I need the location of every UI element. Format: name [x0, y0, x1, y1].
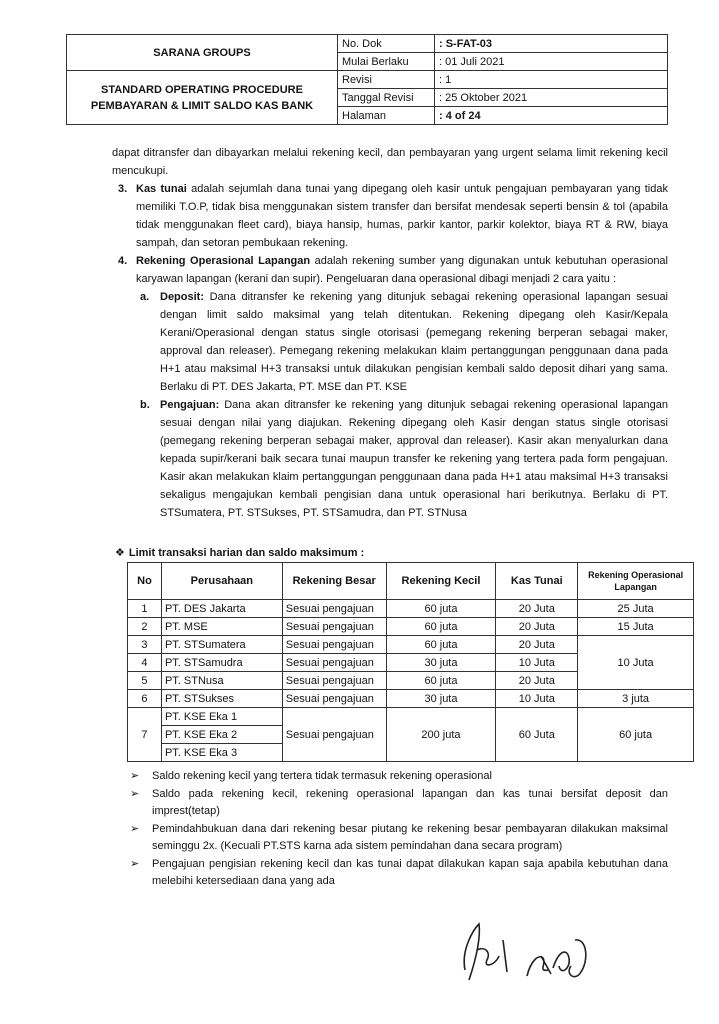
cell-kas-tunai: 20 Juta [496, 636, 578, 654]
list-letter: a. [140, 291, 150, 303]
section-title-text: Limit transaksi harian dan saldo maksimum : [128, 547, 365, 559]
note-item [130, 856, 668, 890]
note-text: Pemindahbukuan dana dari rekening besar piutang ke rekening besar pembayaran dilakukan maksimal seminggu 2x. (Kecuali PT.STS karna ada sistem pemindahan dana secara program) [152, 823, 668, 852]
note-item [130, 821, 668, 855]
cell-rekening-kecil: 30 juta [386, 654, 496, 672]
column-header: Kas Tunai [496, 563, 578, 600]
handwritten-signature [455, 910, 615, 990]
table-row [128, 690, 694, 708]
column-header: Rekening Besar [282, 563, 386, 600]
list-number: 4. [118, 255, 128, 267]
header-value: : 25 Oktober 2021 [435, 89, 668, 107]
cell-company: PT. KSE Eka 3 [161, 744, 282, 762]
note-item [130, 786, 668, 820]
cell-kas-tunai: 10 Juta [496, 654, 578, 672]
arrow-bullet-icon: ➢ [130, 858, 140, 870]
note-item [130, 768, 668, 785]
header-key: Tanggal Revisi [338, 89, 435, 107]
column-header: Perusahaan [161, 563, 282, 600]
header-key: Halaman [338, 107, 435, 125]
cell-rekening-besar: Sesuai pengajuan [282, 618, 386, 636]
header-value: : S-FAT-03 [435, 35, 668, 53]
cell-kas-tunai: 10 Juta [496, 690, 578, 708]
cell-rekening-kecil: 30 juta [386, 690, 496, 708]
cell-no: 5 [128, 672, 162, 690]
cell-company: PT. KSE Eka 2 [161, 726, 282, 744]
cell-rekening-kecil: 60 juta [386, 600, 496, 618]
header-key: Mulai Berlaku [338, 53, 435, 71]
cell-rekening-kecil: 200 juta [386, 708, 496, 762]
cell-no: 7 [128, 708, 162, 762]
cell-no: 6 [128, 690, 162, 708]
cell-no: 3 [128, 636, 162, 654]
column-header: Rekening Kecil [386, 563, 496, 600]
table-row [128, 636, 694, 654]
header-value: : 01 Juli 2021 [435, 53, 668, 71]
cell-rekening-kecil: 60 juta [386, 636, 496, 654]
paragraph-text: Dana akan ditransfer ke rekening yang ditunjuk sebagai rekening operasional lapangan sesuai dengan nilai yang diajukan. Rekening dipegang oleh Kasir dengan status single otorisasi (pemegang rekening berperan sebagai maker, approval dan releaser). Kasir akan menyalurkan dana kepada supir/kerani baik secara tunai maupun transfer ke rekening yang tertera pada form pengajuan. Kasir akan melakukan klaim pertanggungan penggunaan dana pada H+1 atau maksimal H+3 transaksi sekaligus mengajukan kembali pengisian dana untuk operasional hari berikutnya. Berlaku di PT. STSumatera, PT. STSukses, PT. STSamudra, dan PT. STNusa [160, 399, 668, 519]
cell-rekening-kecil: 60 juta [386, 672, 496, 690]
cell-rekening-ops: 3 juta [578, 690, 694, 708]
list-item-4 [112, 252, 668, 288]
body-text [112, 144, 668, 522]
note-text: Saldo pada rekening kecil, rekening operasional lapangan dan kas tunai bersifat deposit dan imprest(tetap) [152, 788, 668, 817]
paragraph-text: Dana ditransfer ke rekening yang ditunjuk sebagai rekening operasional lapangan sesuai dengan limit saldo maksimal yang telah ditentukan. Rekening dipegang oleh Kasir/Kepala Kerani/Operasional dengan status single otorisasi (pemegang rekening berperan sebagai maker, approval dan releaser). Pemegang rekening melakukan klaim pertanggungan penggunaan dana pada H+1 atau maksimal H+3 transaksi untuk dilakukan pengisian kembali saldo deposit dihari yang sama. Berlaku di PT. DES Jakarta, PT. MSE dan PT. KSE [160, 291, 668, 393]
cell-rekening-besar: Sesuai pengajuan [282, 672, 386, 690]
cell-company: PT. STSamudra [161, 654, 282, 672]
cell-rekening-besar: Sesuai pengajuan [282, 690, 386, 708]
cell-kas-tunai: 20 Juta [496, 672, 578, 690]
list-number: 3. [118, 183, 128, 195]
column-header: No [128, 563, 162, 600]
list-letter: b. [140, 399, 150, 411]
table-row [128, 708, 694, 726]
cell-no: 2 [128, 618, 162, 636]
document-title [67, 71, 338, 125]
cell-kas-tunai: 60 Juta [496, 708, 578, 762]
cell-company: PT. STNusa [161, 672, 282, 690]
arrow-bullet-icon: ➢ [130, 770, 140, 782]
cell-company: PT. KSE Eka 1 [161, 708, 282, 726]
table-header-row [128, 563, 694, 600]
header-key: No. Dok [338, 35, 435, 53]
notes-list [130, 768, 668, 891]
arrow-bullet-icon: ➢ [130, 823, 140, 835]
cell-rekening-besar: Sesuai pengajuan [282, 636, 386, 654]
term: Pengajuan: [160, 399, 220, 411]
cell-no: 4 [128, 654, 162, 672]
limit-table [127, 562, 694, 762]
term: Rekening Operasional Lapangan [136, 255, 311, 267]
cell-rekening-besar: Sesuai pengajuan [282, 708, 386, 762]
document-header [66, 34, 668, 125]
header-key: Revisi [338, 71, 435, 89]
diamond-bullet-icon: ❖ [115, 547, 125, 559]
table-row [128, 600, 694, 618]
cell-company: PT. STSumatera [161, 636, 282, 654]
sub-item-b [112, 396, 668, 522]
cell-rekening-besar: Sesuai pengajuan [282, 600, 386, 618]
term: Kas tunai [136, 183, 187, 195]
list-item-3 [112, 180, 668, 252]
cell-rekening-besar: Sesuai pengajuan [282, 654, 386, 672]
title-line: STANDARD OPERATING PROCEDURE [101, 83, 303, 96]
cell-no: 1 [128, 600, 162, 618]
cell-rekening-ops: 60 juta [578, 708, 694, 762]
cell-rekening-ops-merged: 10 Juta [578, 636, 694, 690]
cell-kas-tunai: 20 Juta [496, 600, 578, 618]
company-name: SARANA GROUPS [67, 35, 338, 71]
paragraph-text: adalah rekening sumber yang digunakan untuk kebutuhan operasional karyawan lapangan (kerani dan supir). Pengeluaran dana operasional dibagi menjadi 2 cara yaitu : [136, 255, 668, 285]
paragraph-text: adalah sejumlah dana tunai yang dipegang oleh kasir untuk pengajuan pembayaran yang tidak memiliki T.O.P, tidak bisa menggunakan sistem transfer dan bersifat mendesak seperti bensin & tol (apabila tidak menggunakan fleet card), biaya hansip, humas, parkir kantor, parkir kolektor, biaya RT & RW, biaya sampah, dan setoran pembukaan rekening. [136, 183, 668, 249]
cell-company: PT. MSE [161, 618, 282, 636]
section-title [115, 546, 364, 559]
term: Deposit: [160, 291, 204, 303]
note-text: Pengajuan pengisian rekening kecil dan kas tunai dapat dilakukan kapan saja apabila kebutuhan dana melebihi ketersediaan dana yang ada [152, 858, 668, 887]
sub-item-a [112, 288, 668, 396]
cell-company: PT. STSukses [161, 690, 282, 708]
cell-kas-tunai: 20 Juta [496, 618, 578, 636]
header-value: : 4 of 24 [435, 107, 668, 125]
cell-rekening-ops: 15 Juta [578, 618, 694, 636]
cell-rekening-ops: 25 Juta [578, 600, 694, 618]
column-header: Rekening Operasional Lapangan [578, 563, 694, 600]
arrow-bullet-icon: ➢ [130, 788, 140, 800]
cell-rekening-kecil: 60 juta [386, 618, 496, 636]
title-line: PEMBAYARAN & LIMIT SALDO KAS BANK [90, 99, 314, 112]
header-value: : 1 [435, 71, 668, 89]
table-row [128, 618, 694, 636]
cell-company: PT. DES Jakarta [161, 600, 282, 618]
continued-paragraph: dapat ditransfer dan dibayarkan melalui rekening kecil, dan pembayaran yang urgent selama limit rekening kecil mencukupi. [112, 147, 668, 177]
note-text: Saldo rekening kecil yang tertera tidak termasuk rekening operasional [152, 770, 492, 782]
